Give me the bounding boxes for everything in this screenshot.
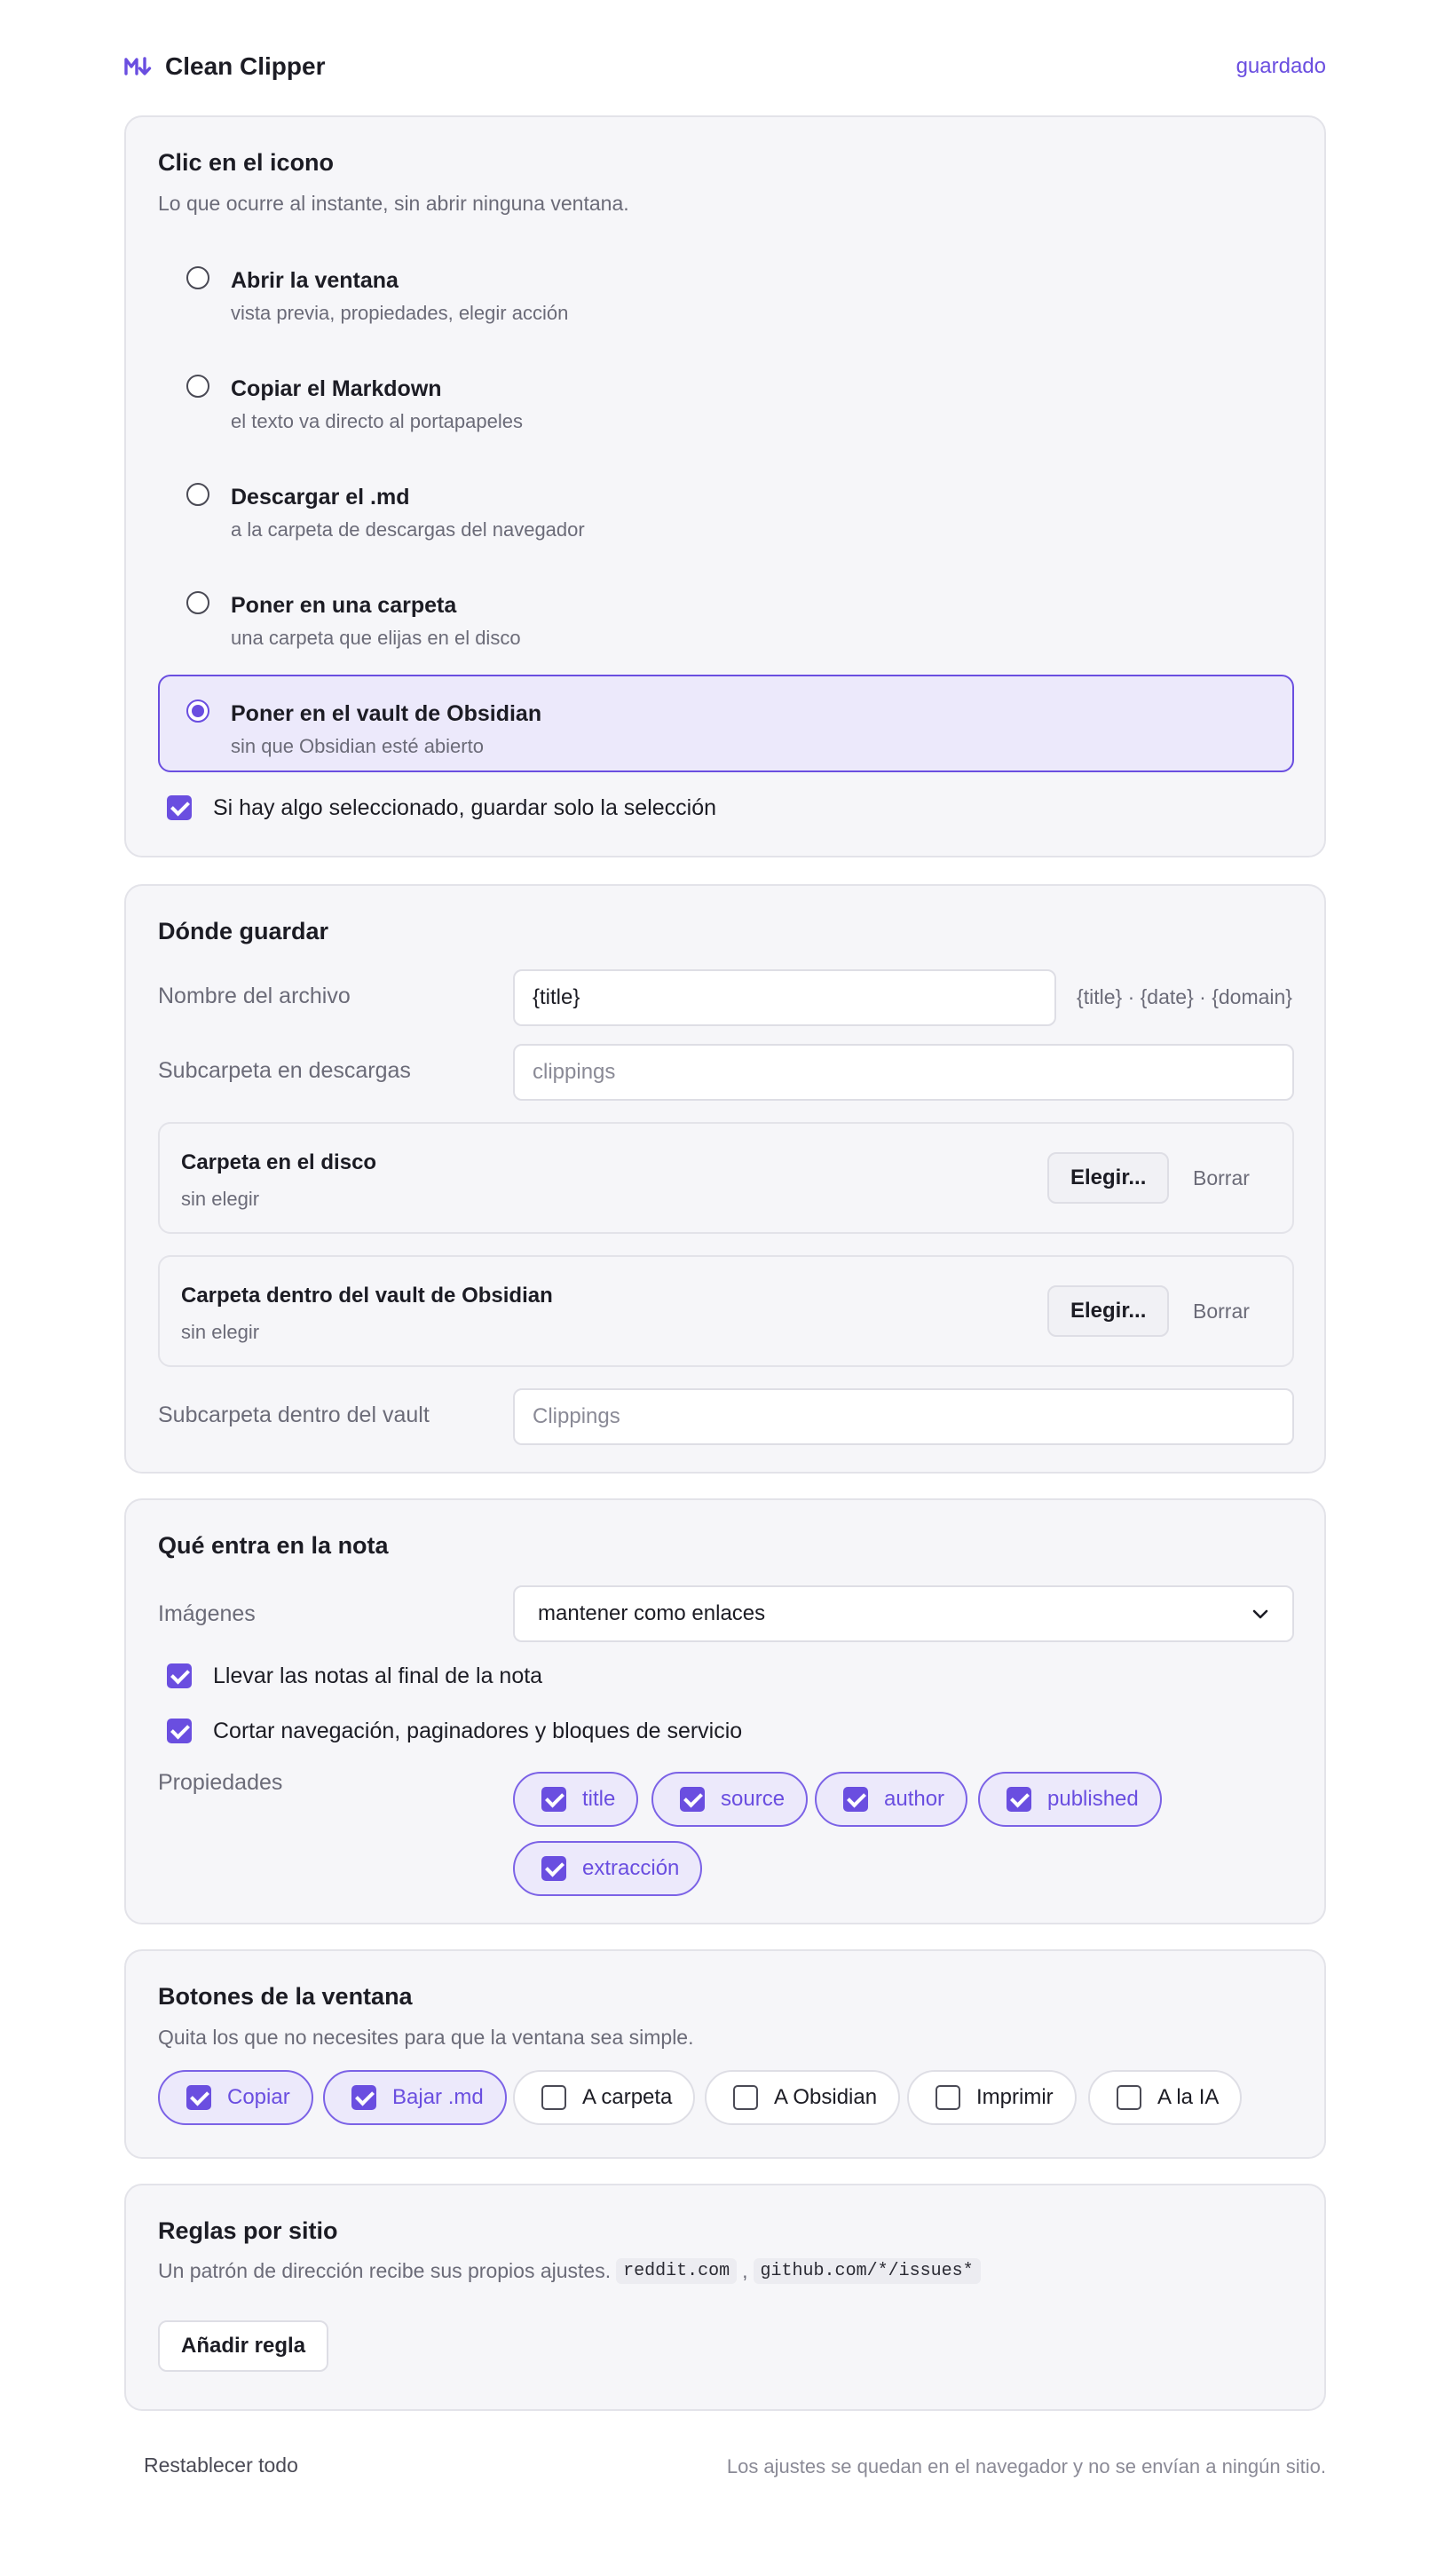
section-title: Dónde guardar: [158, 918, 329, 944]
checkbox-unchecked: [541, 2085, 566, 2110]
section-subtitle: Lo que ocurre al instante, sin abrir ninguna ventana.: [158, 192, 629, 215]
radio-button[interactable]: [186, 375, 209, 398]
checkbox-checked: [1007, 1787, 1031, 1812]
brand: [124, 52, 325, 81]
radio-button[interactable]: [186, 266, 209, 289]
section-subtitle: Quita los que no necesites para que la ventana sea simple.: [158, 2026, 694, 2049]
strip-nav-checkbox[interactable]: [167, 1719, 192, 1743]
save-status: guardado: [1236, 54, 1326, 78]
vault-folder-panel: [158, 1255, 1294, 1367]
clear-disk-folder-button[interactable]: Borrar: [1193, 1166, 1250, 1189]
site-rules-section: [124, 2184, 1326, 2411]
radio-button[interactable]: [186, 483, 209, 506]
button-toggle-label: Bajar .md: [392, 2085, 484, 2109]
option-download-md[interactable]: [158, 458, 1294, 556]
checkbox-checked: [541, 1856, 566, 1881]
note-content-section: [124, 1498, 1326, 1924]
click-action-section: [124, 115, 1326, 857]
window-buttons-section: [124, 1949, 1326, 2159]
button-toggle-label: A Obsidian: [774, 2085, 878, 2109]
filename-input[interactable]: [513, 969, 1056, 1026]
option-description: vista previa, propiedades, elegir acción: [231, 302, 569, 324]
button-download-toggle[interactable]: [323, 2070, 507, 2125]
option-label: Poner en una carpeta: [231, 593, 457, 618]
section-title: Qué entra en la nota: [158, 1532, 389, 1559]
option-label: Poner en el vault de Obsidian: [231, 701, 542, 726]
rules-subtitle: [158, 2258, 981, 2284]
button-toggle-label: A carpeta: [582, 2085, 673, 2109]
header: [124, 46, 1326, 87]
add-rule-button[interactable]: Añadir regla: [158, 2320, 328, 2372]
button-copy-toggle[interactable]: [158, 2070, 313, 2125]
property-label: title: [582, 1787, 616, 1811]
option-label: Descargar el .md: [231, 485, 410, 510]
option-put-in-obsidian-vault[interactable]: [158, 675, 1294, 772]
option-description: una carpeta que elijas en el disco: [231, 627, 521, 649]
properties-label: Propiedades: [158, 1770, 283, 1795]
property-extraction-toggle[interactable]: [513, 1841, 702, 1896]
radio-button[interactable]: [186, 591, 209, 614]
disk-folder-panel: [158, 1122, 1294, 1234]
option-put-in-folder[interactable]: [158, 566, 1294, 664]
vault-subfolder-input[interactable]: [513, 1388, 1294, 1445]
filename-label: Nombre del archivo: [158, 984, 351, 1008]
section-title: Reglas por sitio: [158, 2217, 338, 2244]
checkbox-checked: [680, 1787, 705, 1812]
property-published-toggle[interactable]: [978, 1772, 1162, 1827]
option-copy-markdown[interactable]: [158, 350, 1294, 447]
save-location-section: [124, 884, 1326, 1474]
button-folder-toggle[interactable]: [513, 2070, 695, 2125]
choose-vault-folder-button[interactable]: Elegir...: [1047, 1285, 1169, 1337]
property-label: extracción: [582, 1856, 680, 1880]
button-ai-toggle[interactable]: [1088, 2070, 1242, 2125]
checkbox-checked: [541, 1787, 566, 1812]
checkbox-checked: [843, 1787, 868, 1812]
button-obsidian-toggle[interactable]: [705, 2070, 900, 2125]
rule-example-separator: ,: [742, 2259, 748, 2282]
downloads-subfolder-label: Subcarpeta en descargas: [158, 1058, 411, 1083]
selection-only-label: Si hay algo seleccionado, guardar solo la selección: [213, 795, 717, 820]
option-label: Copiar el Markdown: [231, 376, 442, 401]
images-select-value: mantener como enlaces: [538, 1601, 766, 1625]
property-label: author: [884, 1787, 945, 1811]
option-description: el texto va directo al portapapeles: [231, 410, 523, 432]
filename-hint: {title} · {date} · {domain}: [1077, 985, 1292, 1008]
footnotes-checkbox[interactable]: [167, 1663, 192, 1688]
disk-folder-title: Carpeta en el disco: [181, 1150, 377, 1174]
section-title: Clic en el icono: [158, 149, 335, 176]
section-title: Botones de la ventana: [158, 1983, 413, 2010]
images-label: Imágenes: [158, 1601, 256, 1626]
rule-example-github: github.com/*/issues*: [754, 2258, 981, 2284]
selection-only-checkbox[interactable]: [167, 795, 192, 820]
vault-subfolder-label: Subcarpeta dentro del vault: [158, 1403, 430, 1427]
property-label: source: [721, 1787, 786, 1811]
rule-example-reddit: reddit.com: [616, 2258, 737, 2284]
button-toggle-label: A la IA: [1157, 2085, 1220, 2109]
button-toggle-label: Copiar: [227, 2085, 290, 2109]
checkbox-checked: [186, 2085, 211, 2110]
button-print-toggle[interactable]: [907, 2070, 1077, 2125]
clear-vault-folder-button[interactable]: Borrar: [1193, 1300, 1250, 1323]
choose-disk-folder-button[interactable]: Elegir...: [1047, 1152, 1169, 1204]
button-toggle-label: Imprimir: [976, 2085, 1054, 2109]
checkbox-checked: [351, 2085, 376, 2110]
strip-nav-label: Cortar navegación, paginadores y bloques de servicio: [213, 1719, 743, 1743]
vault-folder-title: Carpeta dentro del vault de Obsidian: [181, 1284, 553, 1308]
checkbox-unchecked: [733, 2085, 758, 2110]
radio-button-selected[interactable]: [186, 699, 209, 723]
markdown-icon: [124, 56, 153, 77]
footnotes-label: Llevar las notas al final de la nota: [213, 1663, 543, 1688]
rules-subtitle-text: Un patrón de dirección recibe sus propios ajustes.: [158, 2259, 612, 2282]
disk-folder-status: sin elegir: [181, 1188, 260, 1210]
reset-all-button[interactable]: Restablecer todo: [144, 2454, 298, 2477]
checkbox-unchecked: [936, 2085, 960, 2110]
option-description: sin que Obsidian esté abierto: [231, 735, 484, 757]
property-source-toggle[interactable]: [651, 1772, 808, 1827]
privacy-note: Los ajustes se quedan en el navegador y no se envían a ningún sitio.: [726, 2455, 1326, 2477]
images-select[interactable]: [513, 1585, 1294, 1642]
chevron-down-icon: [1251, 1601, 1269, 1626]
property-label: published: [1047, 1787, 1139, 1811]
app-name: Clean Clipper: [165, 52, 326, 80]
option-label: Abrir la ventana: [231, 268, 399, 293]
property-author-toggle[interactable]: [815, 1772, 967, 1827]
downloads-subfolder-input[interactable]: [513, 1044, 1294, 1101]
option-description: a la carpeta de descargas del navegador: [231, 518, 585, 541]
option-open-window[interactable]: [158, 241, 1294, 339]
checkbox-unchecked: [1117, 2085, 1141, 2110]
property-title-toggle[interactable]: [513, 1772, 638, 1827]
vault-folder-status: sin elegir: [181, 1321, 260, 1343]
